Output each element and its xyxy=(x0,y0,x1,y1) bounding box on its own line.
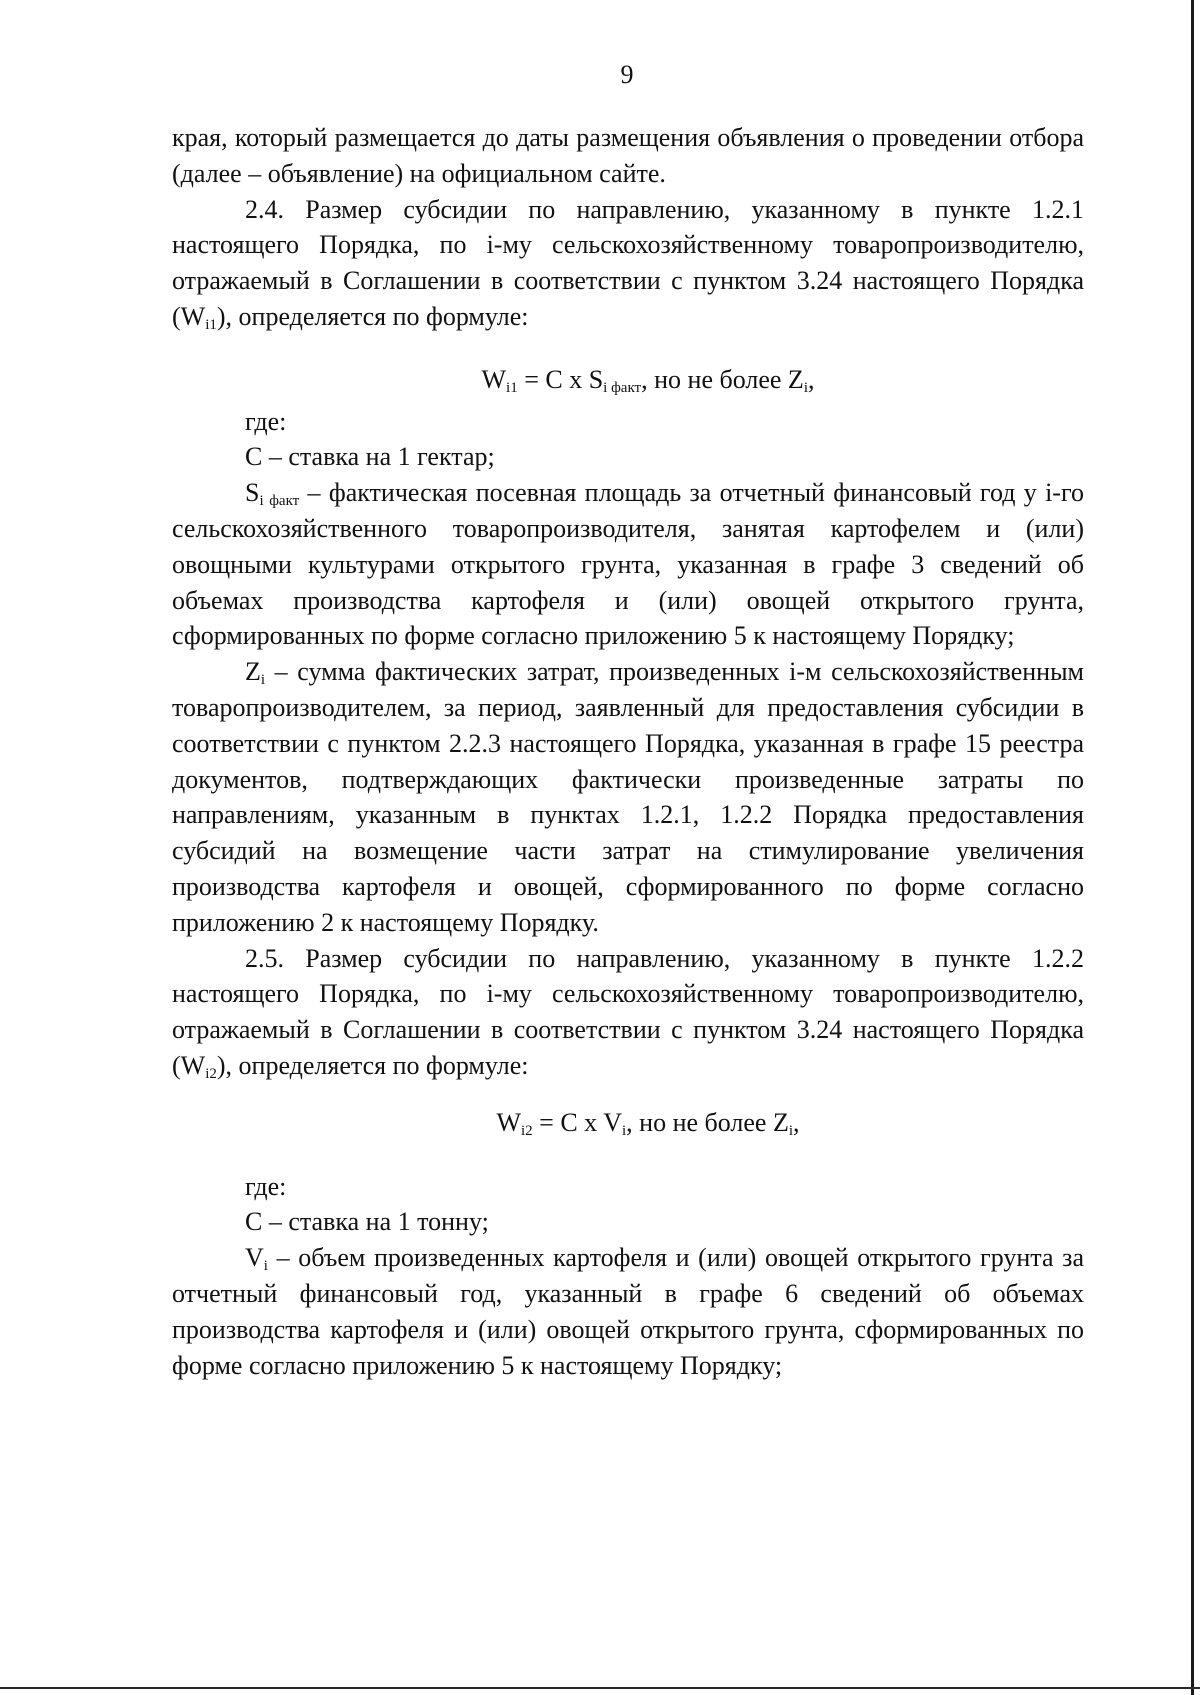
definition-v-subscript: i xyxy=(263,1258,268,1275)
paragraph-continuation: края, который размещается до даты размещения объявления о проведении отбора (далее – объявление) на официальном сайте. xyxy=(172,123,1084,188)
definition-v-symbol: V xyxy=(245,1243,264,1273)
paragraph-2-5 xyxy=(172,941,1084,1084)
definition-z-subscript: i xyxy=(260,672,266,689)
definition-c-hectare: С – ставка на 1 гектар; xyxy=(245,442,495,472)
paragraph-2-4-text: 2.4. Размер субсидии по направлению, указанному в пункте 1.2.1 настоящего Порядка, по i-му сельскохозяйственному товаропроизводителю, отражаемый в Соглашении в соответствии с пунктом 3.24 настоящего Порядка (W xyxy=(172,194,1084,331)
scan-edge-bottom xyxy=(0,1687,1200,1689)
scan-edge-right xyxy=(1191,0,1194,1695)
formula-1-z-sub: i xyxy=(803,379,808,396)
formula-1-w: W xyxy=(481,364,507,394)
formula-2-tail-b: , xyxy=(793,1107,800,1137)
formula-2-mid: = C x V xyxy=(532,1107,622,1137)
definition-s-symbol: S xyxy=(245,478,260,508)
formula-2-w: W xyxy=(496,1107,521,1137)
paragraph-2-5-text: 2.5. Размер субсидии по направлению, указанному в пункте 1.2.2 настоящего Порядка, по i-му сельскохозяйственному товаропроизводителю, отражаемый в Соглашении в соответствии с пунктом 3.24 настоящего Порядка (W xyxy=(172,943,1084,1080)
formula-1-w-sub: i1 xyxy=(506,379,518,396)
definition-z-text: – сумма фактических затрат, произведенных i-м сельскохозяйственным товаропроизводителем, за период, заявленный для предоставления субсидии в соответствии с пунктом 2.2.3 настоящего Порядка, указанная в графе 15 реестра документов, подтверждающих фактически произведенные затраты по направлениям, указанным в пунктах 1.2.1, 1.2.2 Порядка предоставления субсидий на возмещение части затрат на стимулирование увеличения производства картофеля и овощей, сформированного по форме согласно приложению 2 к настоящему Порядку. xyxy=(172,657,1084,937)
definition-z-symbol: Z xyxy=(245,657,261,687)
formula-w-i2 xyxy=(172,1105,1084,1141)
formula-1-tail-a: , но не более Z xyxy=(641,364,804,394)
formula-2-tail-a: , но не более Z xyxy=(626,1107,789,1137)
formula-1-tail-b: , xyxy=(808,364,815,394)
paragraph-2-4-tail: ), определяется по формуле: xyxy=(216,301,529,331)
document-body xyxy=(172,120,1084,1383)
where-label-2: где: xyxy=(245,1171,287,1201)
where-label-1: где: xyxy=(245,406,287,436)
formula-1-mid: = C x S xyxy=(517,364,604,394)
formula-2-w-sub: i2 xyxy=(521,1122,533,1139)
paragraph-2-4 xyxy=(172,192,1084,335)
formula-2-z-sub: i xyxy=(788,1122,794,1139)
formula-1-s-sub: i факт xyxy=(603,379,642,396)
formula-w-i1 xyxy=(172,362,1084,398)
definition-v-text: – объем произведенных картофеля и (или) овощей открытого грунта за отчетный финансовый год, указанный в графе 6 сведений об объемах производства картофеля и (или) овощей открытого грунта, сформированных по форме согласно приложению 5 к настоящему Порядку; xyxy=(172,1243,1084,1380)
page-number: 9 xyxy=(620,60,634,89)
definition-v xyxy=(172,1240,1084,1383)
paragraph-2-5-tail: ), определяется по формуле: xyxy=(216,1050,529,1080)
definition-s-subscript: i факт xyxy=(259,493,300,510)
formula-2-v-sub: i xyxy=(621,1122,627,1139)
definition-c-tonne: С – ставка на 1 тонну; xyxy=(245,1207,489,1237)
paragraph-2-4-subscript: i1 xyxy=(205,316,217,333)
definition-z xyxy=(172,654,1084,940)
definition-s-text: – фактическая посевная площадь за отчетный финансовый год у i-го сельскохозяйственного товаропроизводителя, занятая картофелем и (или) овощными культурами открытого грунта, указанная в графе 3 сведений об объемах производства картофеля и (или) овощей открытого грунта, сформированных по форме согласно приложению 5 к настоящему Порядку; xyxy=(172,478,1084,651)
definition-s-fact xyxy=(172,475,1084,654)
paragraph-2-5-subscript: i2 xyxy=(205,1065,217,1082)
